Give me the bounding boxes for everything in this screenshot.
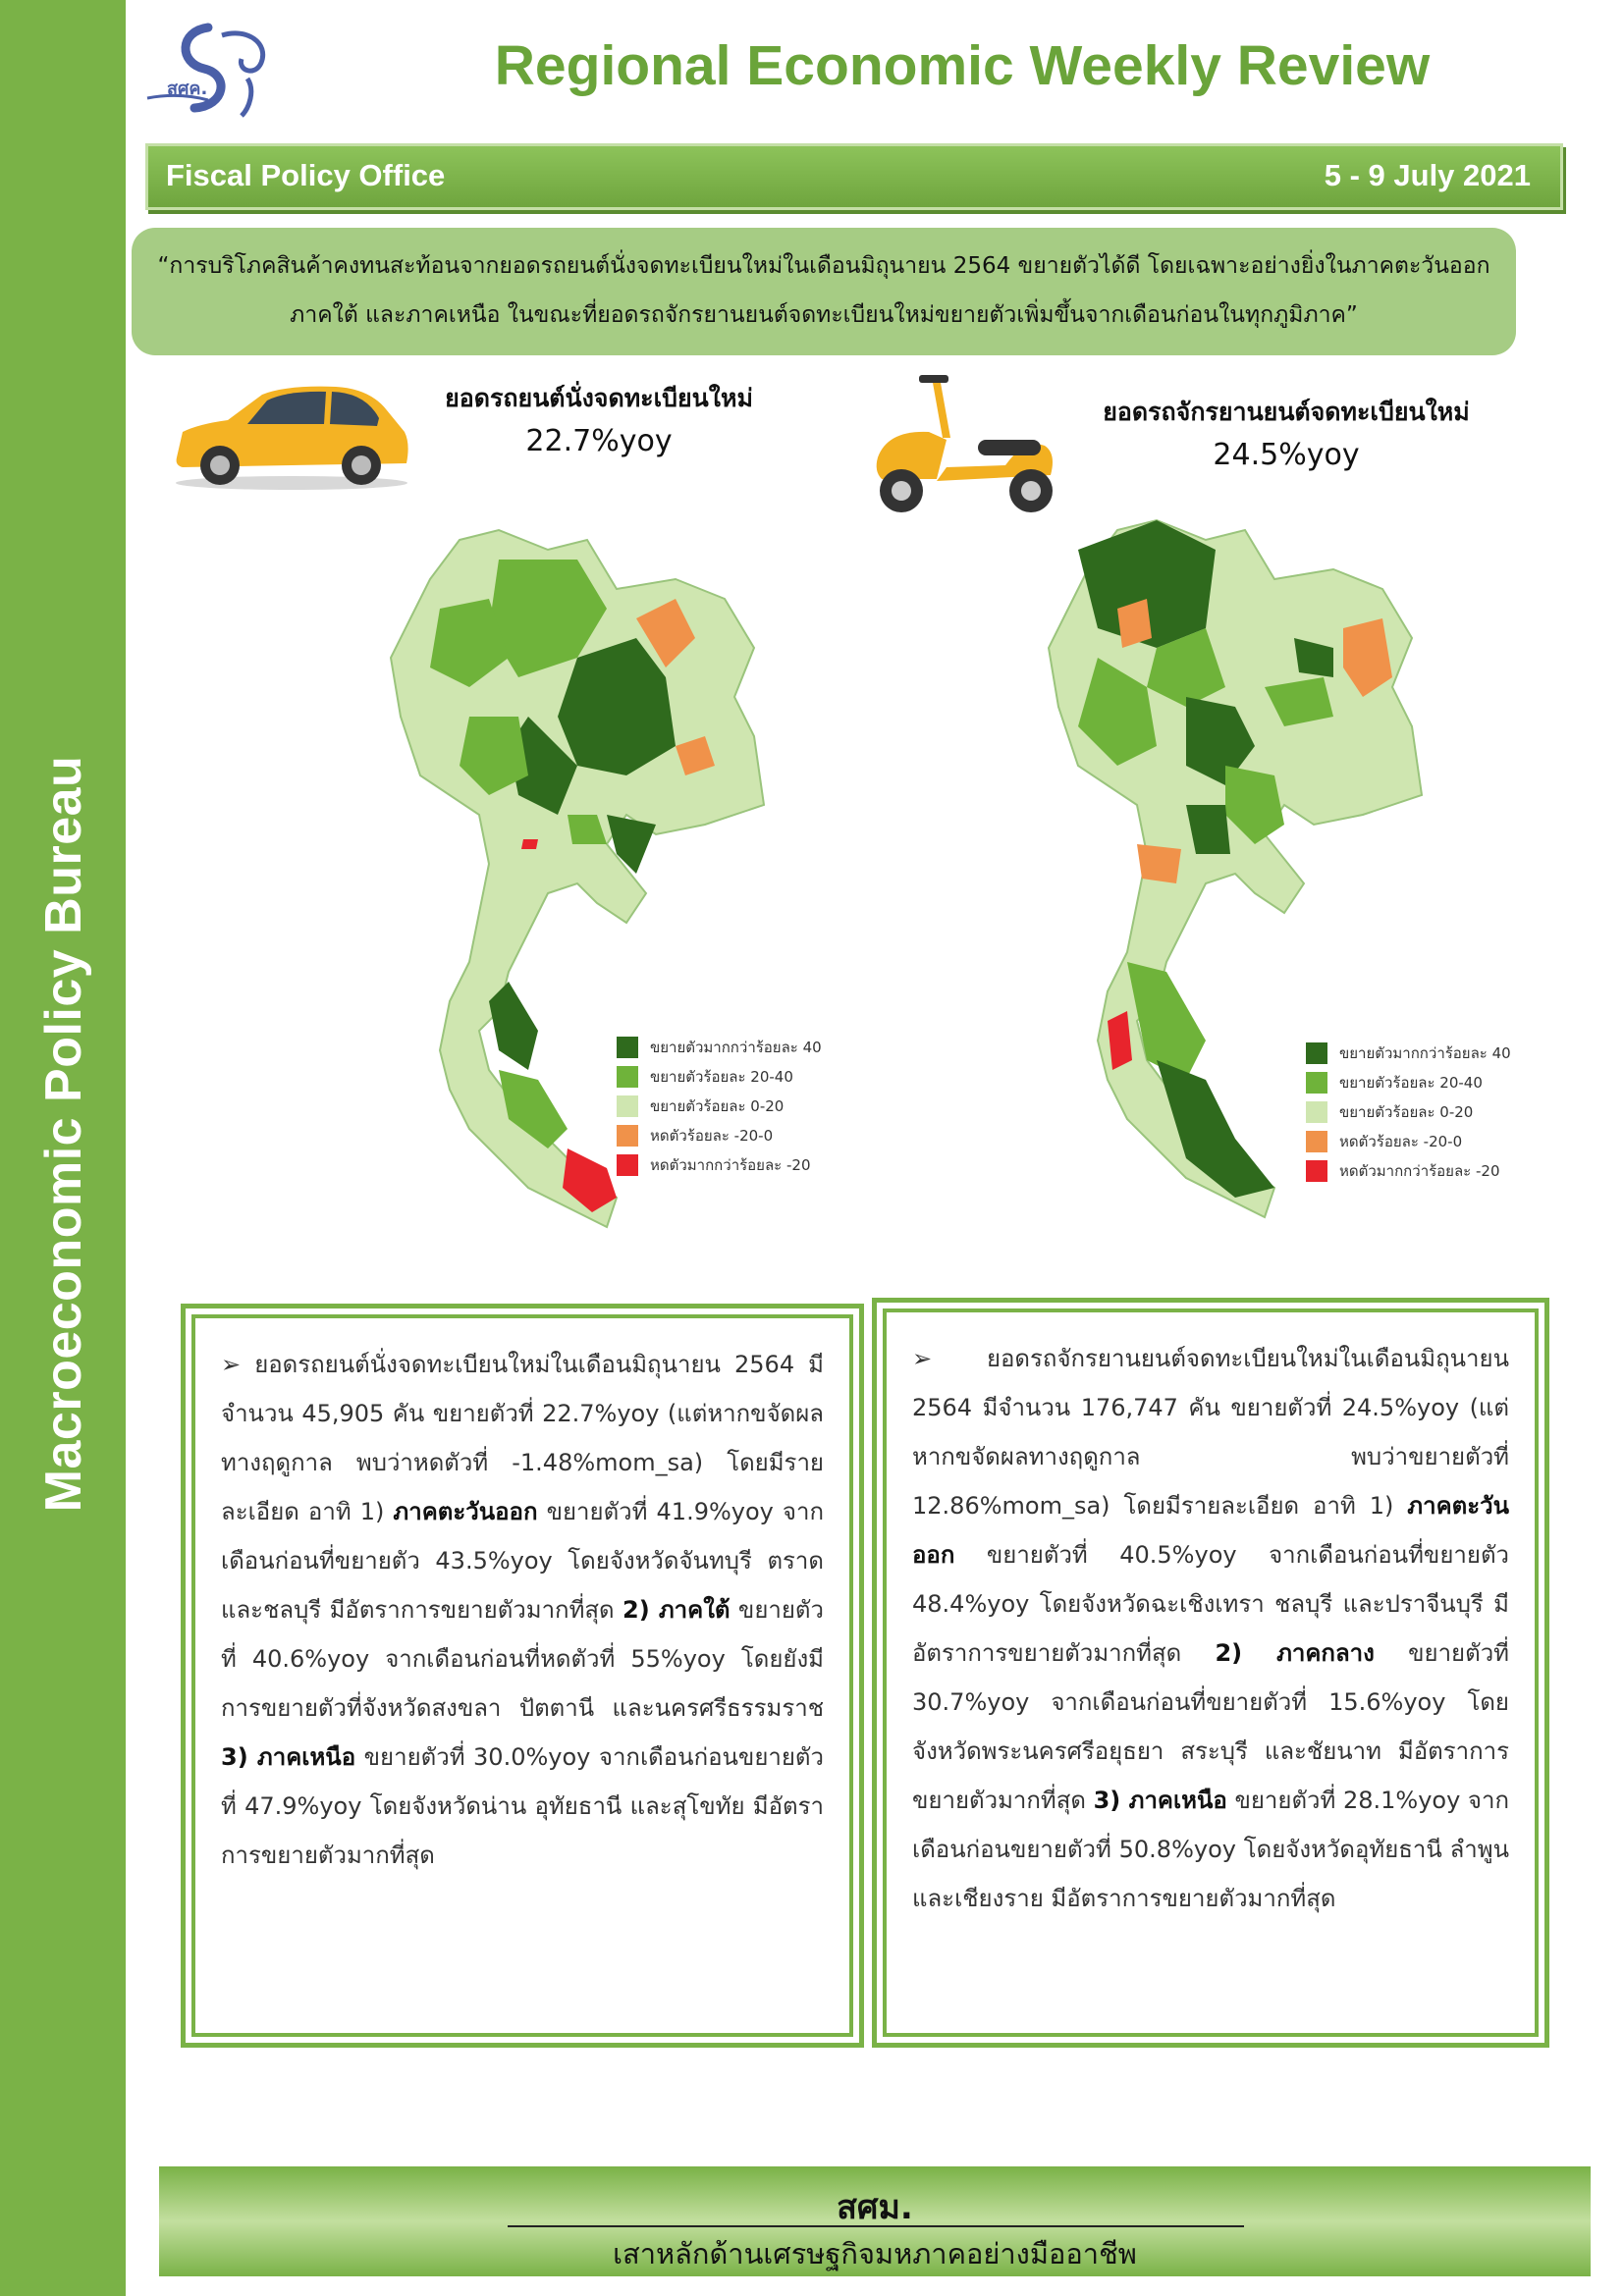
moto-stat-title: ยอดรถจักรยานยนต์จดทะเบียนใหม่ [1103,398,1470,426]
legend-item: ขยายตัวร้อยละ 0-20 [617,1092,822,1121]
legend-swatch [617,1066,638,1088]
car-icon [169,381,414,495]
left-sidebar [0,0,126,2296]
legend-item: ขยายตัวมากกว่าร้อยละ 40 [617,1033,822,1062]
legend-item: ขยายตัวมากกว่าร้อยละ 40 [1306,1039,1511,1068]
quote-line-1: “การบริโภคสินค้าคงทนสะท้อนจากยอดรถยนต์นั่งจดทะเบียนใหม่ในเดือนมิถุนายน 2564 ขยายตัวได้ดี โดยเฉพาะอย่างยิ่งในภาคตะวันออก [157,253,1490,279]
logo-text: สศค. [167,79,208,99]
office-name: Fiscal Policy Office [166,158,446,192]
legend-car [617,1033,822,1180]
legend-swatch [617,1154,638,1176]
legend-swatch [1306,1101,1327,1123]
legend-item: หดตัวมากกว่าร้อยละ -20 [1306,1156,1511,1186]
legend-swatch [617,1095,638,1117]
legend-motorcycle [1306,1039,1511,1186]
footer-slogan: เสาหลักด้านเศรษฐกิจมหภาคอย่างมืออาชีพ [613,2237,1137,2270]
fpo-logo [139,18,287,128]
footer-divider [508,2225,1244,2227]
car-stat-title: ยอดรถยนต์นั่งจดทะเบียนใหม่ [445,384,753,412]
legend-swatch [617,1037,638,1058]
report-date: 5 - 9 July 2021 [1324,158,1531,192]
footer-org: สศม. [837,2188,913,2227]
motorcycle-detail-text: ➢ ยอดรถจักรยานยนต์จดทะเบียนใหม่ในเดือนมิถุนายน 2564 มีจำนวน 176,747 คัน ขยายตัวที่ 24.5%yoy (แต่หากขจัดผลทางฤดูกาล พบว่าขยายตัวที่ 12.86%mom_sa) โดยมีรายละเอียด อาทิ 1) ภาคตะวันออก ขยายตัวที่ 40.5%yoy จากเดือนก่อนที่ขยายตัว 48.4%yoy โดยจังหวัดฉะเชิงเทรา ชลบุรี และปราจีนบุรี มีอัตราการขยายตัวมากที่สุด 2) ภาคกลาง ขยายตัวที่ 30.7%yoy จากเดือนก่อนที่ขยายตัวที่ 15.6%yoy โดยจังหวัดพระนครศรีอยุธยา สระบุรี และชัยนาท มีอัตราการขยายตัวมากที่สุด 3) ภาคเหนือ ขยายตัวที่ 28.1%yoy จากเดือนก่อนขยายตัวที่ 50.8%yoy โดยจังหวัดอุทัยธานี ลำพูน และเชียงราย มีอัตราการขยายตัวมากที่สุด [883,1308,1539,2037]
page-title: Regional Economic Weekly Review [494,34,1431,97]
legend-swatch [1306,1131,1327,1152]
legend-item: หดตัวร้อยละ -20-0 [1306,1127,1511,1156]
car-detail-box [181,1304,864,2048]
motorcycle-icon [868,369,1064,520]
moto-stat [1070,393,1502,472]
car-stat [412,379,785,458]
summary-quote [132,228,1516,355]
legend-swatch [1306,1072,1327,1094]
legend-item: ขยายตัวร้อยละ 20-40 [617,1062,822,1092]
quote-line-2: ภาคใต้ และภาคเหนือ ในขณะที่ยอดรถจักรยานยนต์จดทะเบียนใหม่ขยายตัวเพิ่มขึ้นจากเดือนก่อนในทุกภูมิภาค” [290,302,1358,328]
car-stat-value: 22.7%yoy [525,424,673,458]
legend-swatch [1306,1042,1327,1064]
legend-swatch [1306,1160,1327,1182]
legend-item: หดตัวมากกว่าร้อยละ -20 [617,1150,822,1180]
moto-stat-value: 24.5%yoy [1213,438,1360,472]
footer-banner [159,2166,1591,2276]
legend-swatch [617,1125,638,1147]
legend-item: ขยายตัวร้อยละ 0-20 [1306,1097,1511,1127]
legend-item: หดตัวร้อยละ -20-0 [617,1121,822,1150]
header-banner [145,143,1563,210]
sidebar-title: Macroeconomic Policy Bureau [35,755,92,1513]
motorcycle-detail-box [872,1298,1549,2048]
legend-item: ขยายตัวร้อยละ 20-40 [1306,1068,1511,1097]
car-detail-text: ➢ ยอดรถยนต์นั่งจดทะเบียนใหม่ในเดือนมิถุนายน 2564 มีจำนวน 45,905 คัน ขยายตัวที่ 22.7%yoy (แต่หากขจัดผลทางฤดูกาล พบว่าหดตัวที่ -1.48%mom_sa) โดยมีรายละเอียด อาทิ 1) ภาคตะวันออก ขยายตัวที่ 41.9%yoy จากเดือนก่อนที่ขยายตัว 43.5%yoy โดยจังหวัดจันทบุรี ตราด และชลบุรี มีอัตราการขยายตัวมากที่สุด 2) ภาคใต้ ขยายตัวที่ 40.6%yoy จากเดือนก่อนที่หดตัวที่ 55%yoy โดยยังมีการขยายตัวที่จังหวัดสงขลา ปัตตานี และนครศรีธรรมราช 3) ภาคเหนือ ขยายตัวที่ 30.0%yoy จากเดือนก่อนขยายตัวที่ 47.9%yoy โดยจังหวัดน่าน อุทัยธานี และสุโขทัย มีอัตราการขยายตัวมากที่สุด [191,1314,853,2037]
